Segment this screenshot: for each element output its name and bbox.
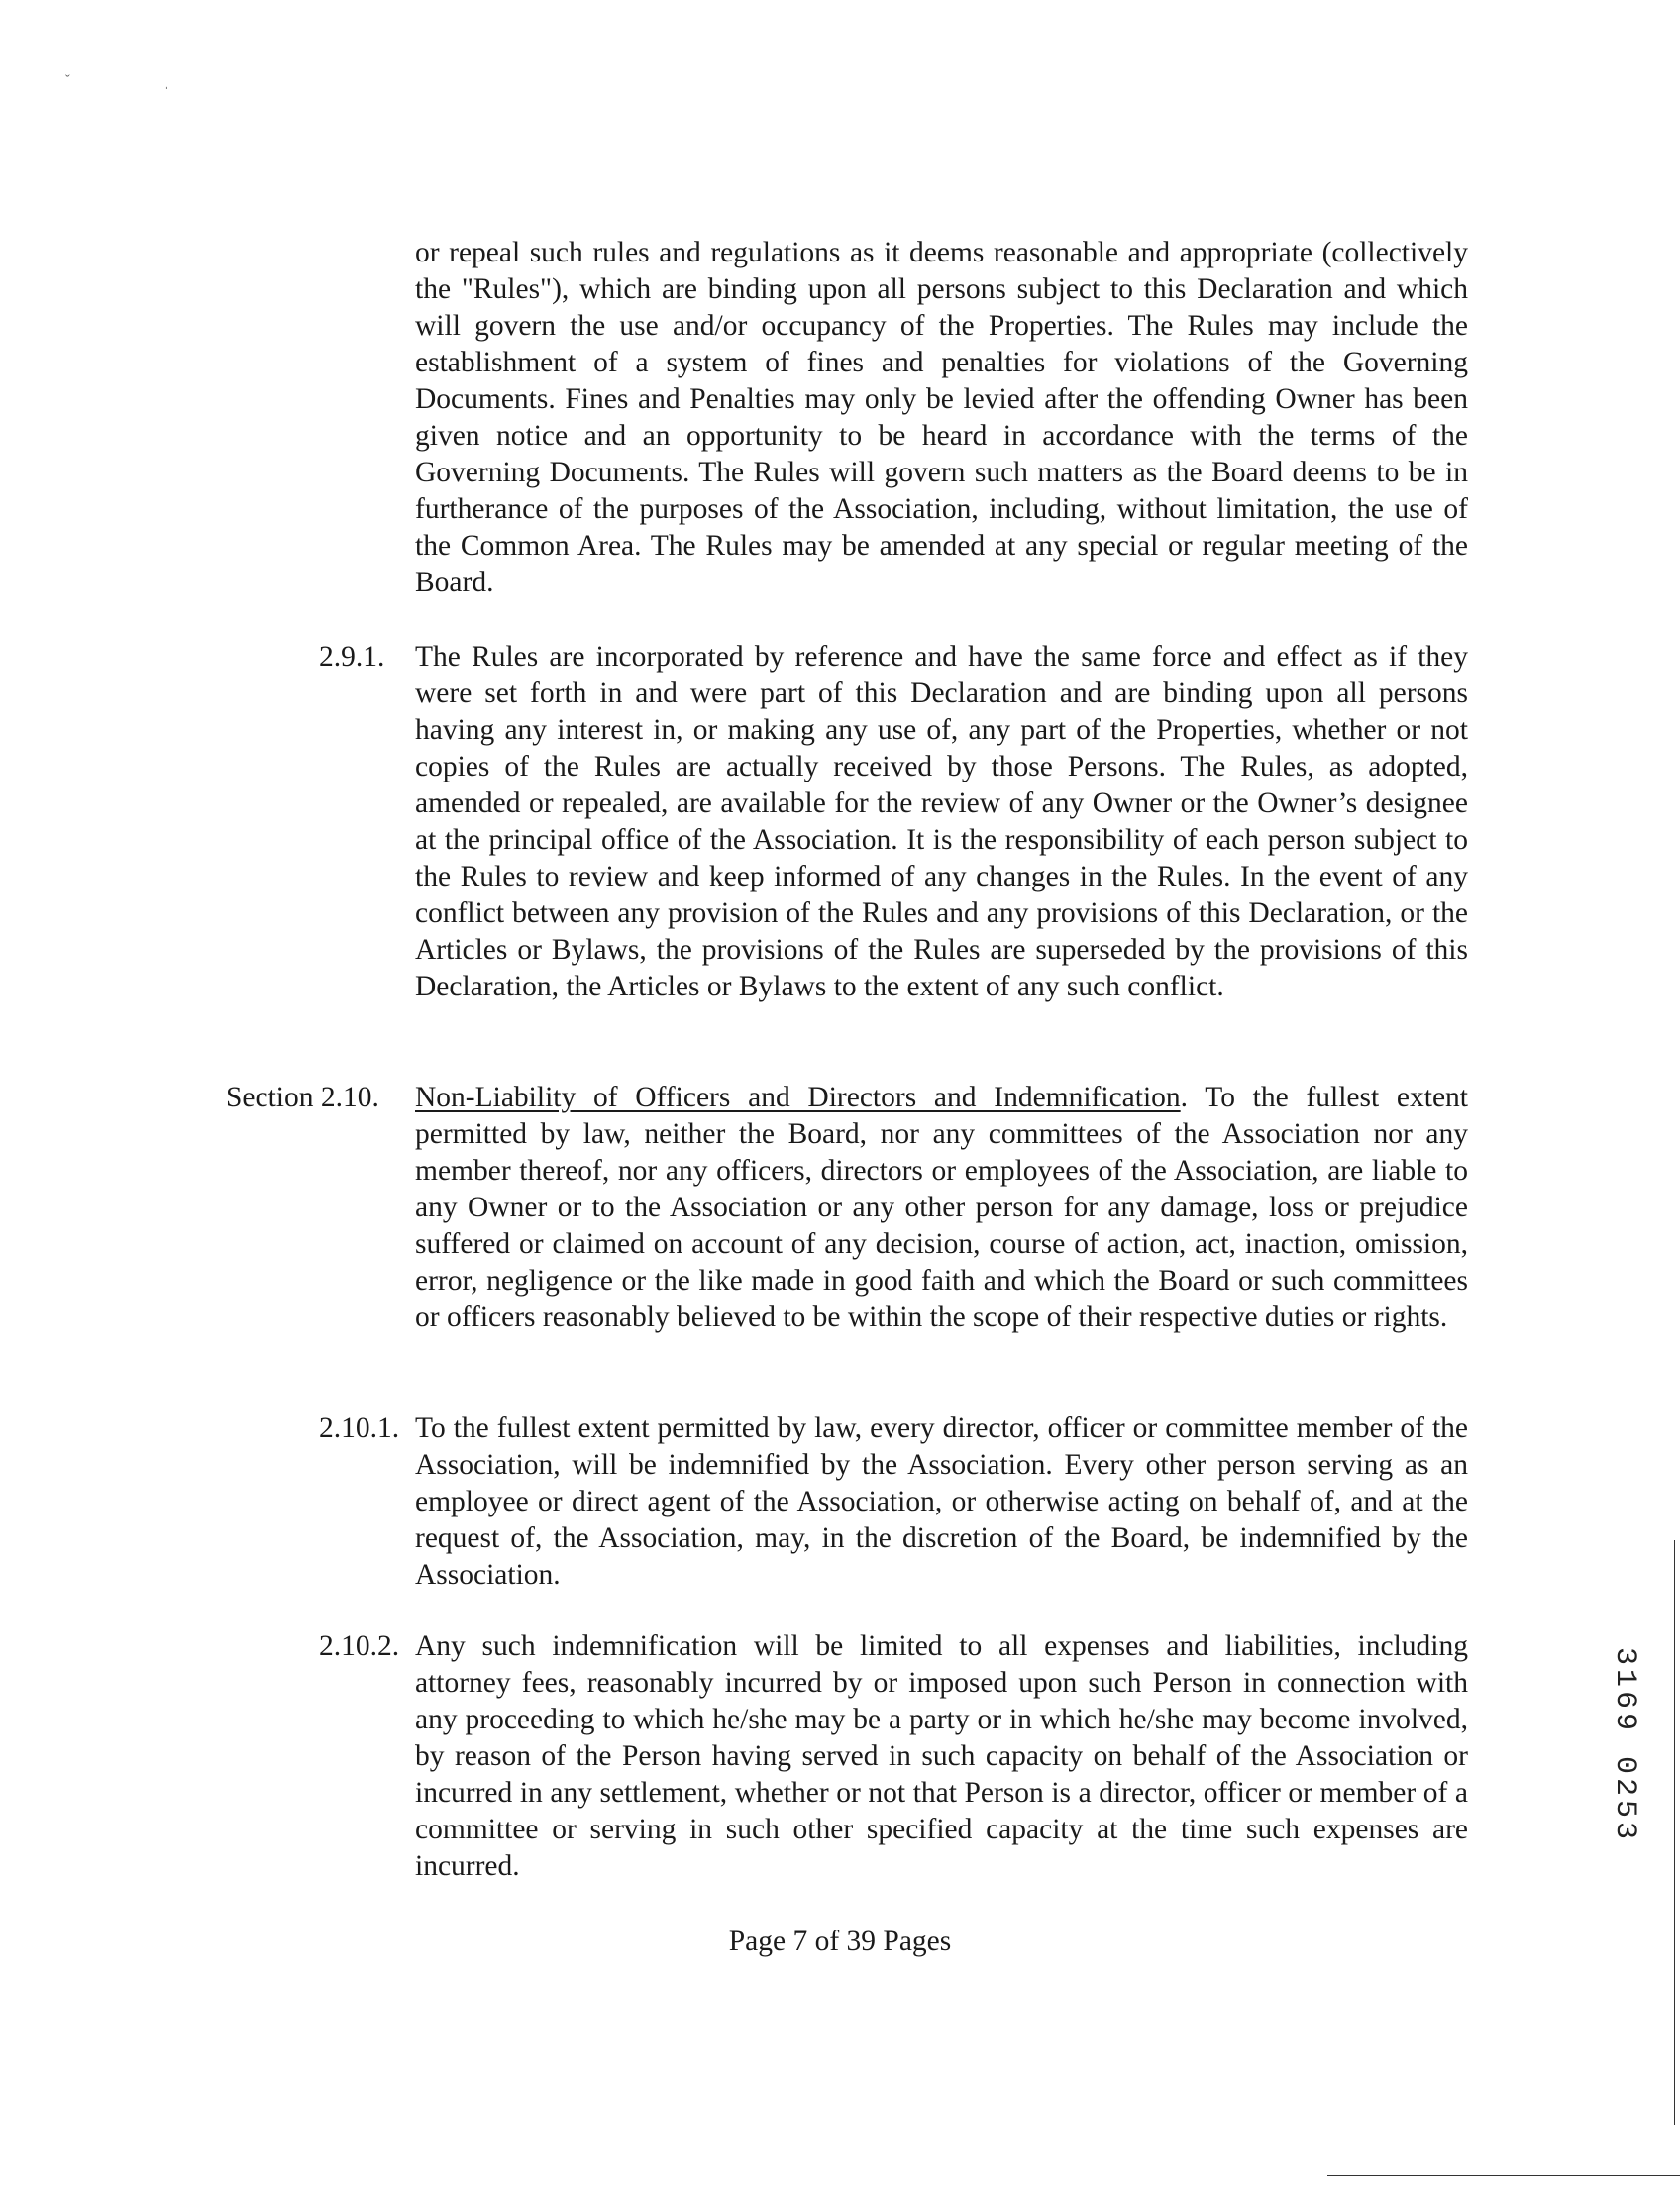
section-2-10-1-number: 2.10.1.: [319, 1412, 400, 1444]
section-2-9-1-text: The Rules are incorporated by reference and have the same force and effect as if they were set forth in and were part of this Declaration and are binding upon all persons having any interest in, or making any use of, any part of the Properties, whether or not copies of the Rules are actually received by those Persons. The Rules, as adopted, amended or repealed, are available for the review of any Owner or the Owner’s designee at the principal office of the Association. It is the responsibility of each person subject to the Rules to review and keep informed of any changes in the Rules. In the event of any conflict between any provision of the Rules and any provisions of this Declaration, or the Articles or Bylaws, the provisions of the Rules are superseded by the provisions of this Declaration, the Articles or Bylaws to the extent of any such conflict.: [415, 641, 1468, 1002]
section-2-10-2-text: Any such indemnification will be limited to all expenses and liabilities, including attorney fees, reasonably incurred by or imposed upon such Person in connection with any proceeding to which he/she may be a party or in which he/she may become involved, by reason of the Person having served in such capacity on behalf of the Association or incurred in any settlement, whether or not that Person is a director, officer or member of a committee or serving in such other specified capacity at the time such expenses are incurred.: [415, 1630, 1468, 1882]
section-2-10-heading: Non-Liability of Officers and Directors and Indemnification: [415, 1082, 1181, 1113]
section-2-10-number: Section 2.10.: [226, 1082, 379, 1113]
recording-stamp: [1605, 1597, 1644, 1894]
scan-mark: ˇ: [65, 73, 70, 88]
section-2-9-1-number: 2.9.1.: [319, 641, 385, 673]
scan-edge-line: [1674, 1540, 1675, 2125]
scan-mark: ˌ: [164, 75, 169, 90]
intro-paragraph: or repeal such rules and regulations as it deems reasonable and appropriate (collectively the "Rules"), which are binding upon all persons subject to this Declaration and which will govern the use and/or occupancy of the Properties. The Rules may include the establishment of a system of fines and penalties for violations of the Governing Documents. Fines and Penalties may only be levied after the offending Owner has been given notice and an opportunity to be heard in accordance with the terms of the Governing Documents. The Rules will govern such matters as the Board deems to be in furtherance of the purposes of the Association, including, without limitation, the use of the Common Area. The Rules may be amended at any special or regular meeting of the Board.: [415, 237, 1468, 598]
scan-edge-line: [1327, 2175, 1680, 2176]
page-number-footer: Page 7 of 39 Pages: [728, 1926, 952, 1957]
recording-stamp-number: 3169 0253: [1608, 1646, 1641, 1844]
section-2-10-1-text: To the fullest extent permitted by law, every director, officer or committee member of the Association, will be indemnified by the Association. Every other person serving as an employee or direct agent of the Association, or otherwise acting on behalf of, and at the request of, the Association, may, in the discretion of the Board, be indemnified by the Association.: [415, 1412, 1468, 1591]
section-2-10-text: . To the fullest extent permitted by law, neither the Board, nor any committees of the Association nor any member thereof, nor any officers, directors or employees of the Association, are liable to any Owner or to the Association or any other person for any damage, loss or prejudice suffered or claimed on account of any decision, course of action, act, inaction, omission, error, negligence or the like made in good faith and which the Board or such committees or officers reasonably believed to be within the scope of their respective duties or rights.: [415, 1082, 1468, 1333]
section-2-10-2-number: 2.10.2.: [319, 1630, 400, 1662]
section-2-10-paragraph: [415, 1080, 1468, 1336]
